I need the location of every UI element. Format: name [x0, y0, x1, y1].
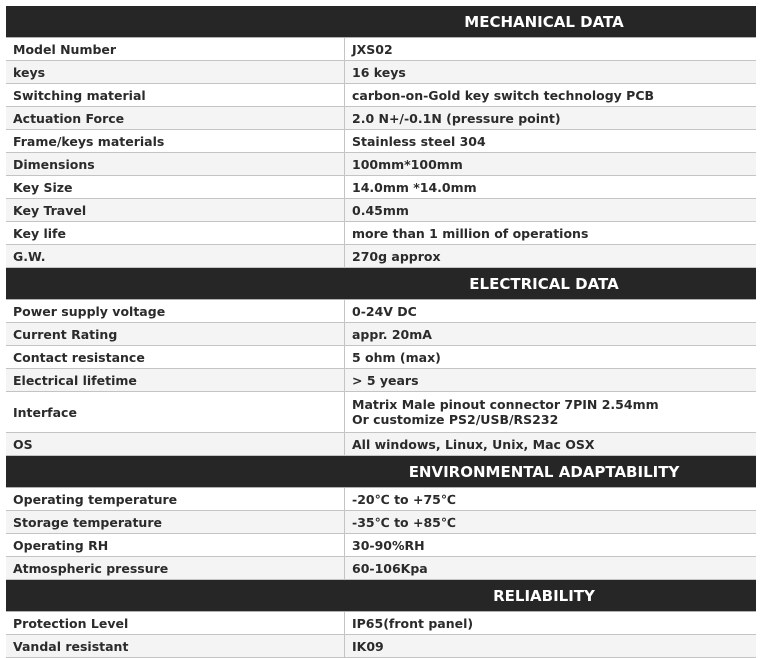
- row-value: [345, 176, 756, 198]
- row-label: Actuation Force: [6, 107, 345, 129]
- row-value: [345, 612, 756, 634]
- row-value: [345, 369, 756, 391]
- row-value: [345, 323, 756, 345]
- table-row: [6, 392, 756, 433]
- table-row: [6, 61, 756, 84]
- value-line: -20℃ to +75℃: [352, 491, 456, 507]
- section-title: ELECTRICAL DATA: [469, 274, 619, 293]
- row-label: Key life: [6, 222, 345, 244]
- value-line: carbon-on-Gold key switch technology PCB: [352, 87, 655, 103]
- table-row: [6, 488, 756, 511]
- value-line: 0-24V DC: [352, 303, 417, 319]
- row-value: [345, 245, 756, 267]
- table-row: [6, 38, 756, 61]
- row-value: [345, 511, 756, 533]
- value-line: appr. 20mA: [352, 326, 432, 342]
- section-header: [6, 268, 756, 300]
- table-row: [6, 534, 756, 557]
- table-row: [6, 612, 756, 635]
- value-line: Matrix Male pinout connector 7PIN 2.54mm: [352, 397, 659, 412]
- value-line: 270g approx: [352, 248, 441, 264]
- row-label: OS: [6, 433, 345, 455]
- row-label: Key Size: [6, 176, 345, 198]
- row-label: Contact resistance: [6, 346, 345, 368]
- section-title: MECHANICAL DATA: [464, 12, 624, 31]
- value-line: 30-90%RH: [352, 537, 425, 553]
- row-label: Vandal resistant: [6, 635, 345, 657]
- table-row: [6, 511, 756, 534]
- table-row: [6, 300, 756, 323]
- row-label: Operating RH: [6, 534, 345, 556]
- row-value: [345, 346, 756, 368]
- value-line: Stainless steel 304: [352, 133, 486, 149]
- table-row: [6, 176, 756, 199]
- row-label: Frame/keys materials: [6, 130, 345, 152]
- table-row: [6, 557, 756, 580]
- table-row: [6, 635, 756, 658]
- value-line: 100mm*100mm: [352, 156, 463, 172]
- row-label: keys: [6, 61, 345, 83]
- row-value: [345, 199, 756, 221]
- value-line: 60-106Kpa: [352, 560, 428, 576]
- row-value: [345, 61, 756, 83]
- table-row: [6, 433, 756, 456]
- row-label: Operating temperature: [6, 488, 345, 510]
- section-header: [6, 6, 756, 38]
- row-label: Protection Level: [6, 612, 345, 634]
- section-title: RELIABILITY: [493, 586, 595, 605]
- table-row: [6, 323, 756, 346]
- value-line: All windows, Linux, Unix, Mac OSX: [352, 436, 595, 452]
- value-line: IP65(front panel): [352, 615, 474, 631]
- row-label: Current Rating: [6, 323, 345, 345]
- row-label: G.W.: [6, 245, 345, 267]
- section-header: [6, 580, 756, 612]
- section-header: [6, 456, 756, 488]
- row-value: [345, 433, 756, 455]
- row-value: [345, 153, 756, 175]
- row-label: Interface: [6, 392, 345, 432]
- table-row: [6, 245, 756, 268]
- table-row: [6, 199, 756, 222]
- table-row: [6, 107, 756, 130]
- row-value: [345, 222, 756, 244]
- value-line: -35℃ to +85℃: [352, 514, 456, 530]
- value-line: Or customize PS2/USB/RS232: [352, 412, 559, 427]
- row-label: Key Travel: [6, 199, 345, 221]
- row-label: Atmospheric pressure: [6, 557, 345, 579]
- table-row: [6, 222, 756, 245]
- spec-table: [6, 6, 756, 658]
- table-row: [6, 84, 756, 107]
- row-value: [345, 557, 756, 579]
- value-line: 14.0mm *14.0mm: [352, 179, 477, 195]
- row-value: [345, 392, 756, 432]
- row-value: [345, 84, 756, 106]
- row-value: [345, 534, 756, 556]
- row-value: [345, 130, 756, 152]
- row-value: [345, 488, 756, 510]
- row-label: Switching material: [6, 84, 345, 106]
- row-value: [345, 635, 756, 657]
- row-label: Power supply voltage: [6, 300, 345, 322]
- section-title: ENVIRONMENTAL ADAPTABILITY: [408, 462, 680, 481]
- value-line: 0.45mm: [352, 202, 409, 218]
- table-row: [6, 346, 756, 369]
- value-line: > 5 years: [352, 372, 419, 388]
- row-label: Electrical lifetime: [6, 369, 345, 391]
- row-value: [345, 300, 756, 322]
- value-line: 16 keys: [352, 64, 406, 80]
- row-value: [345, 38, 756, 60]
- value-line: IK09: [352, 638, 384, 654]
- value-line: JXS02: [352, 41, 393, 57]
- table-row: [6, 130, 756, 153]
- row-label: Storage temperature: [6, 511, 345, 533]
- table-row: [6, 369, 756, 392]
- value-line: 2.0 N+/-0.1N (pressure point): [352, 110, 561, 126]
- row-label: Model Number: [6, 38, 345, 60]
- value-line: more than 1 million of operations: [352, 225, 589, 241]
- value-line: 5 ohm (max): [352, 349, 441, 365]
- row-value: [345, 107, 756, 129]
- table-row: [6, 153, 756, 176]
- row-label: Dimensions: [6, 153, 345, 175]
